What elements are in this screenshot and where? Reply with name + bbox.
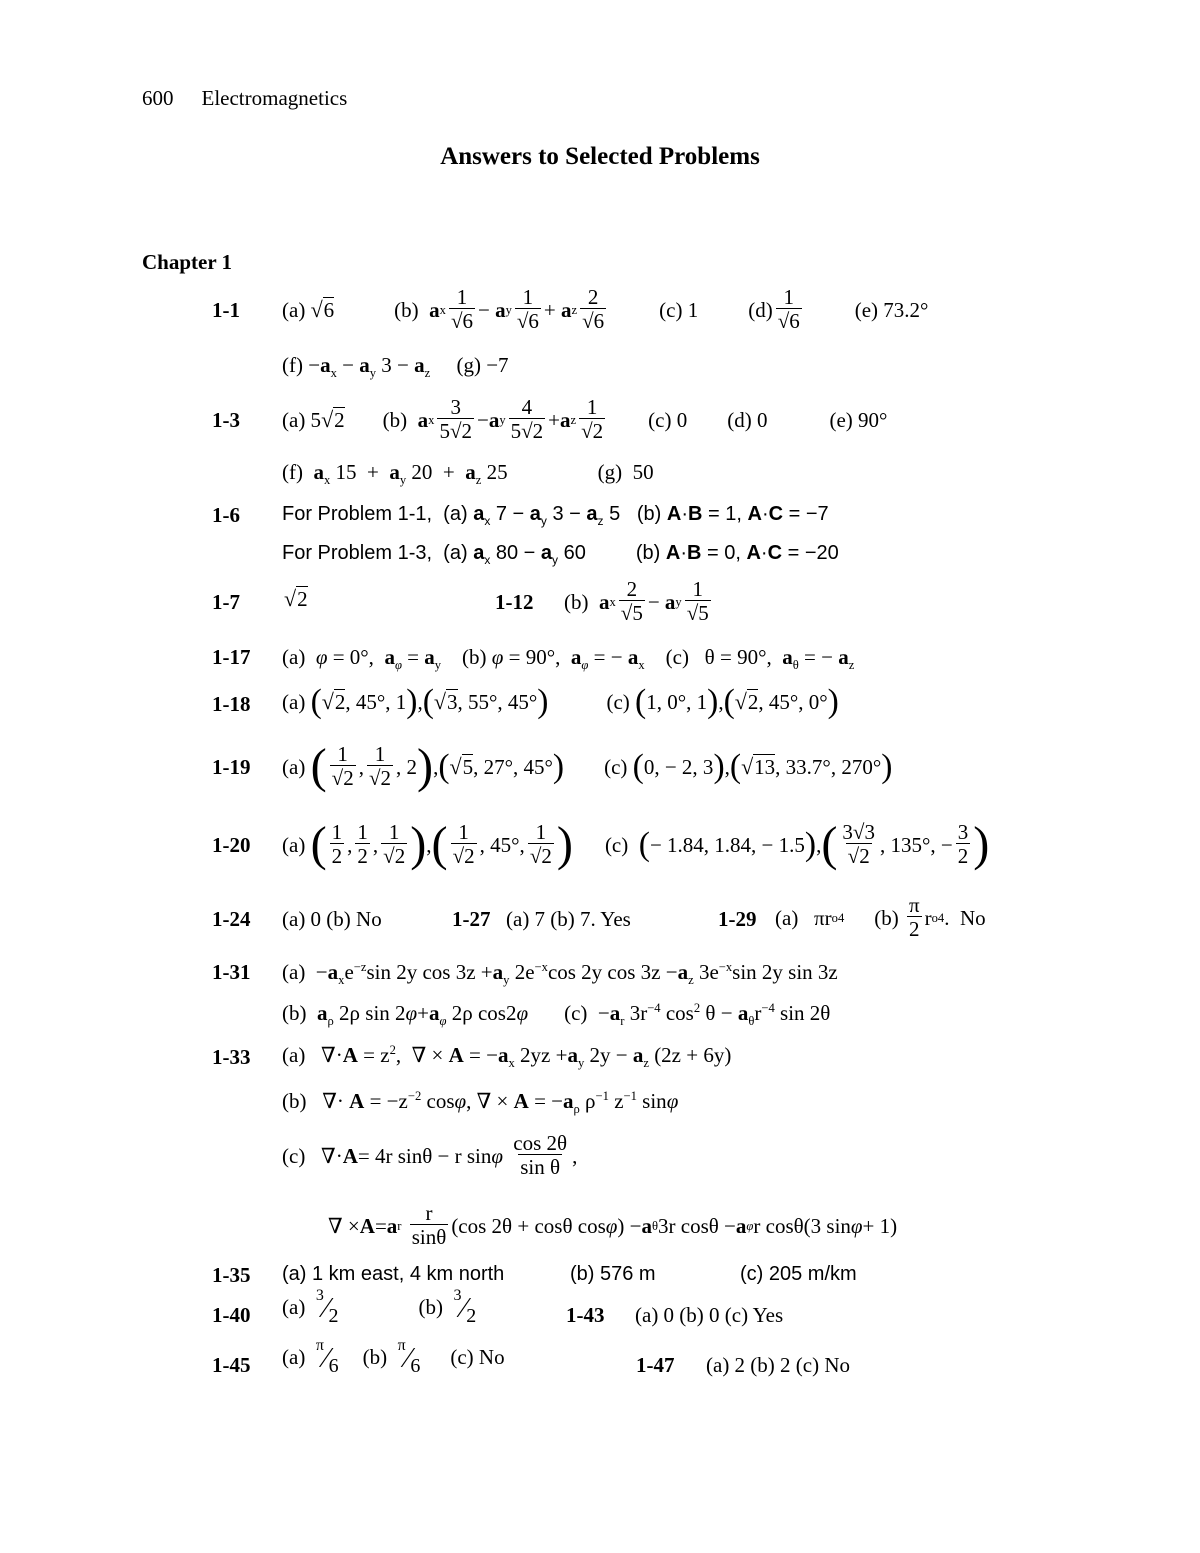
for-problem-label: For Problem 1-1, — [282, 503, 433, 525]
answer-1-45: (a) π ⁄ 6 (b) π ⁄ 6 (c) No — [282, 1337, 505, 1378]
answer-1-1-line1: (a) √6 (b) a x $\frac{1}{√6}$ − a y $\frac{1}{√6}$ + a z $\frac{2}{√6}$ (c) 1 (d) $\frac{1}{√6}$ (e) 73.2° — [282, 285, 929, 334]
answer-1-12: (b) a x $\frac{2}{√5}$ − a y $\frac{1}{√5}$ — [564, 577, 709, 626]
problem-number: 1-45 — [212, 1353, 251, 1377]
answer-1-24: (a) 0 (b) No — [282, 907, 382, 931]
problem-number: 1-19 — [212, 755, 251, 779]
book-title: Electromagnetics — [201, 86, 348, 110]
answer-1-35b: (b) 576 m — [570, 1263, 656, 1285]
answer-1-18: (a) ( √2 , 45°, 1 ) , ( √3 , 55°, 45° ) (c) ( 1, 0°, 1 ) , ( √2 , 45°, 0° ) — [282, 682, 839, 720]
answer-1-47: (a) 2 (b) 2 (c) No — [706, 1353, 851, 1377]
for-problem-label: For Problem 1-3, — [282, 542, 433, 564]
answer-1-31-line1: $(a) -a_xe^{-z}\sin$ 2y $\cos 3z +a_y$ $2e^{-x}\cos$ 2y $\cos 3z -a_z$ $3e^{-x}\sin$ 2y sin 3z — [282, 960, 838, 988]
problem-number: 1-29 — [718, 907, 757, 931]
answer-1-6-line2: For Problem 1-3, (a) $a_x$ $80 - a_y$ 60 (b) A·B = 0, A·C = −20 — [282, 542, 839, 567]
answer-1-19: (a) ( $\frac{1}{√2}$ , $\frac{1}{√2}$ , 2 ) , ( √5 , 27°, 45° ) (c) ( 0, − 2, 3 ) , ( √13 , 33.7°, 270° ) — [282, 739, 893, 793]
problem-number: 1-35 — [212, 1263, 251, 1287]
problem-number: 1-24 — [212, 907, 251, 931]
answer-1-7: √2 — [284, 586, 308, 611]
problem-number: 1-47 — [636, 1353, 675, 1377]
answer-1-45c: (c) No — [450, 1345, 505, 1369]
answer-1-6-line1: For Problem 1-1, (a) $a_x$ $7 - a_y$ $3 - a_z$ 5 (b) A·B = 1, A·C = −7 — [282, 503, 829, 528]
chapter-heading: Chapter 1 — [142, 250, 233, 274]
problem-number: 1-20 — [212, 833, 251, 857]
problem-number: 1-33 — [212, 1045, 251, 1069]
answer-1-43: (a) 0 (b) 0 (c) Yes — [635, 1303, 784, 1327]
answer-1-40: (a) 3 ⁄ 2 (b) 3 ⁄ 2 — [282, 1287, 477, 1328]
problem-number: 1-27 — [452, 907, 491, 931]
answer-1-1-line2: $(f) -a_x - a_y$ $3 - a_z$ (g) −7 — [282, 353, 509, 381]
page-title: Answers to Selected Problems — [440, 143, 760, 170]
page-number: 600 — [142, 86, 174, 110]
answer-1-31-line2: (b) $a_\rho$ 2ρ $\sin 2\varphi+a_\varphi$ 2ρ cos2φ $(c) -a_r$ $3r^{-4}$ $\cos^2 \theta - a_\theta r^{-4}$ sin 2θ — [282, 1001, 831, 1029]
problem-number: 1-6 — [212, 503, 240, 527]
answer-1-3-line1: (a) 5 √2 (b) a x $\frac{3}{5√2}$ − a y $\frac{4}{5√2}$ + a z $\frac{1}{√2}$ (c) 0 (d) 0 (e) 90° — [282, 395, 888, 444]
answer-1-33-line4: ∇ × A = a r $\frac{r}{\sin\theta}$ (cos 2θ + cosθ cos φ ) − a θ 3r cosθ − a φ r cosθ(3 sin φ + 1) — [328, 1201, 898, 1250]
problem-number: 1-40 — [212, 1303, 251, 1327]
answer-1-20: (a) ( $\frac{1}{2}$ , $\frac{1}{2}$ , $\frac{1}{√2}$ ) , ( $\frac{1}{√2}$ , 45°, $\frac{1}{√2}$ ) (c) ( − 1.84, 1.84, − 1.5 ) , ( $\frac{3√3}{√2}$ , 135°, − $\frac{3}{2}$ ) — [282, 817, 990, 871]
answer-1-33-line2: (b) ∇· $A = -z^{-2}$ cosφ, ∇ × $A = -a_\rho$ $\rho^{-1}$ $z^{-1}$ sinφ — [282, 1089, 679, 1117]
answer-1-33-line3: (c) ∇· A = 4r sinθ − r sin φ $\frac{\cos 2\theta}{\text{sin θ}}$ , — [282, 1131, 578, 1180]
problem-number: 1-18 — [212, 692, 251, 716]
answer-1-35a: (a) 1 km east, 4 km north — [282, 1263, 505, 1285]
answer-1-17: (a) φ = 0°, $a_\varphi = a_y$ (b) φ = 90°, $a_\varphi$ = − $a_x$ (c) θ = 90°, $a_\theta$ = − $a_z$ — [282, 645, 855, 673]
answer-1-29: (a) πr o 4 (b) $\frac{\pi}{2}$ r o 4 . No — [775, 893, 986, 942]
problem-number: 1-3 — [212, 408, 240, 432]
problem-number: 1-17 — [212, 645, 251, 669]
problem-number: 1-7 — [212, 590, 240, 614]
problem-number: 1-43 — [566, 1303, 605, 1327]
problem-number: 1-31 — [212, 960, 251, 984]
answer-1-33-line1: (a) $\nabla\cdot A = z^2$, ∇ × $A = -a_x$ $2yz +a_y$ $2y - a_z$ (2z + 6y) — [282, 1043, 732, 1071]
answer-1-27: (a) 7 (b) 7. Yes — [506, 907, 631, 931]
problem-number: 1-1 — [212, 298, 240, 322]
answer-1-35c: (c) 205 m/km — [740, 1263, 857, 1285]
answer-1-3-line2: (f) $a_x$ $15 + a_y$ $20 + a_z$ 25 (g) 50 — [282, 460, 654, 488]
running-header — [142, 86, 347, 111]
problem-number: 1-12 — [495, 590, 534, 614]
